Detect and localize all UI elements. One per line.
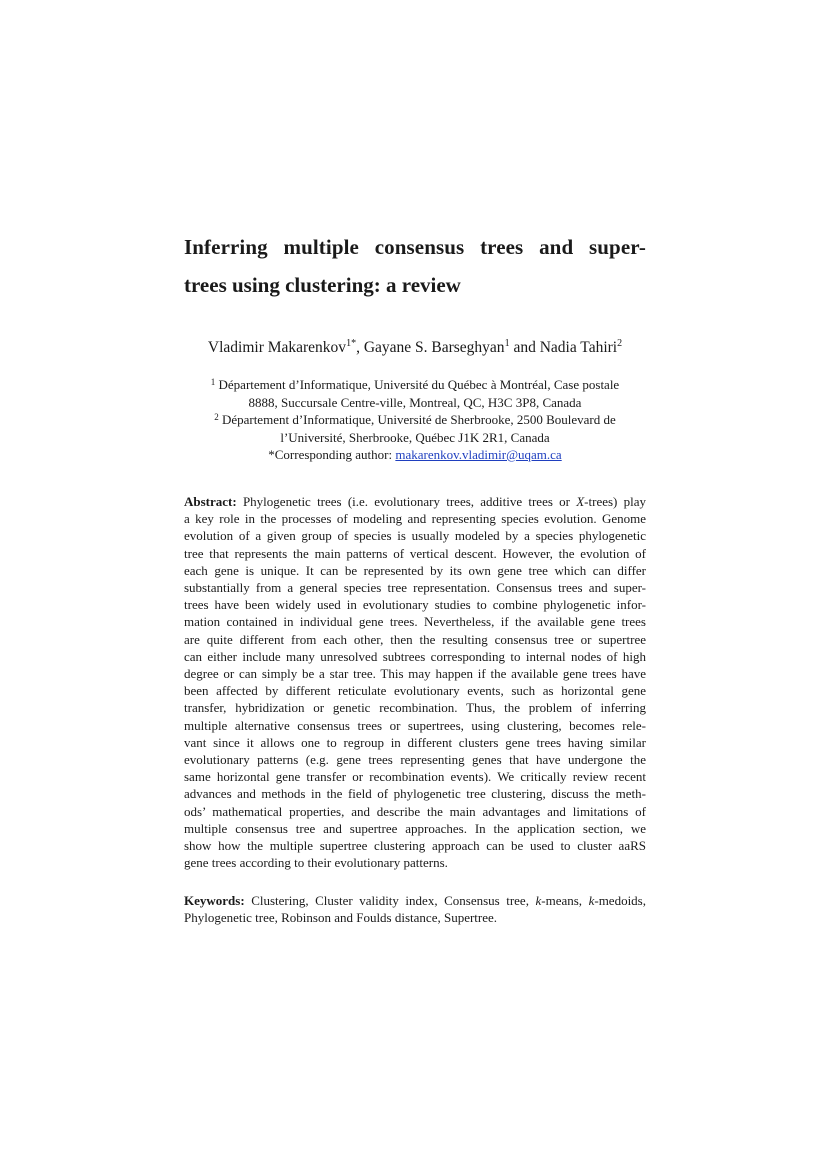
author-affiliation-mark: 1	[504, 338, 510, 349]
keywords-line-2: Phylogenetic tree, Robinson and Foulds distance, Supertree.	[184, 910, 498, 926]
abstract-line: evolutionary patterns (e.g. gene trees representing genes that have undergone the	[184, 752, 646, 768]
author-name: Vladimir Makarenkov	[207, 339, 347, 356]
author-name: Gayane S. Barseghyan	[363, 339, 505, 356]
abstract-line: each gene is unique. It can be represented by its own gene tree which can differ	[184, 562, 646, 578]
author-name: Nadia Tahiri	[539, 339, 618, 356]
abstract-line: substantially from a general species tree representation. Consensus trees and super-	[184, 580, 646, 596]
abstract-text: -trees) play	[584, 494, 646, 509]
affiliation-text: Département d’Informatique, Université du Québec à Montréal, Case postale	[218, 377, 620, 392]
abstract-line: ods’ mathematical properties, and describe the main advantages and limitations of	[184, 803, 646, 819]
abstract-line: a key role in the processes of modeling and representing species evolution. Genome	[184, 511, 646, 527]
abstract-italic-text: X	[576, 494, 585, 509]
abstract-text: Phylogenetic trees (i.e. evolutionary trees, additive trees or	[236, 494, 577, 509]
affiliation-2-line-2: l’Université, Sherbrooke, Québec J1K 2R1, Canada	[280, 429, 550, 445]
corresponding-author-label: *Corresponding author:	[268, 447, 396, 462]
abstract-label: Abstract:	[184, 494, 237, 509]
keywords-text: -means,	[541, 893, 589, 908]
abstract-line: evolution of a given group of species is usually modeled by a species phylogenetic	[184, 528, 646, 544]
abstract-line	[184, 493, 646, 510]
keywords-label: Keywords:	[184, 893, 245, 908]
paper-title	[184, 228, 646, 304]
abstract-line: degree or can simply be a star tree. This may happen if the available gene trees have	[184, 666, 646, 682]
author-list	[184, 338, 646, 358]
keywords-italic-text: k	[588, 893, 595, 908]
affiliation-1-line-2: 8888, Succursale Centre-ville, Montreal, QC, H3C 3P8, Canada	[248, 394, 582, 410]
abstract-line: same horizontal gene transfer or recombination events). We critically review recent	[184, 769, 646, 785]
corresponding-author-email-link[interactable]: makarenkov.vladimir@uqam.ca	[395, 447, 562, 462]
affiliation-mark: 2	[214, 412, 219, 422]
keywords-line-1	[184, 892, 646, 909]
affiliation-text: Département d’Informatique, Université de Sherbrooke, 2500 Boulevard de	[221, 412, 616, 427]
keywords	[184, 892, 646, 926]
author-separator: and	[509, 339, 540, 356]
author-affiliation-mark: 1*	[346, 338, 357, 349]
abstract-line: vant since it allows one to regroup in different clusters gene trees having similar	[184, 734, 646, 750]
abstract-line: been affected by different reticulate evolutionary events, such as horizontal gene	[184, 683, 646, 699]
keywords-italic-text: k	[535, 893, 542, 908]
title-line-1: Inferring multiple consensus trees and super-	[184, 235, 646, 259]
abstract-line: multiple consensus tree and supertree approaches. In the application section, we	[184, 820, 646, 836]
abstract-line: are quite different from each other, then the resulting consensus tree or supertree	[184, 631, 646, 647]
abstract-line: gene trees according to their evolutionary patterns.	[184, 855, 448, 871]
affiliation-2-line-1	[184, 411, 646, 429]
abstract-line: tree that represents the main patterns of vertical descent. However, the evolution of	[184, 545, 646, 561]
author-separator: ,	[356, 339, 364, 356]
affiliations	[184, 376, 646, 464]
author-affiliation-mark: 2	[617, 338, 623, 349]
affiliation-mark: 1	[210, 377, 216, 387]
abstract-line: advances and methods in the field of phylogenetic tree clustering, discuss the meth-	[184, 786, 646, 802]
abstract-line: trees have been widely used in evolutionary studies to combine phylogenetic infor-	[184, 597, 646, 613]
abstract-line: transfer, hybridization or genetic recombination. Thus, the problem of inferring	[184, 700, 646, 716]
keywords-text: -medoids,	[594, 893, 646, 908]
affiliation-1-line-1	[184, 376, 646, 394]
keywords-text: Clustering, Cluster validity index, Consensus tree,	[244, 893, 536, 908]
corresponding-author	[184, 446, 646, 464]
title-line-2: trees using clustering: a review	[184, 273, 461, 297]
abstract-line: mation contained in individual gene trees. Nevertheless, if the available gene trees	[184, 614, 646, 630]
abstract-line: multiple alternative consensus trees or supertrees, using clustering, becomes rele-	[184, 717, 646, 733]
abstract	[184, 493, 646, 871]
abstract-line: show how the multiple supertree clustering approach can be used to cluster aaRS	[184, 838, 646, 854]
abstract-line: can either include many unresolved subtrees corresponding to internal nodes of high	[184, 648, 646, 664]
